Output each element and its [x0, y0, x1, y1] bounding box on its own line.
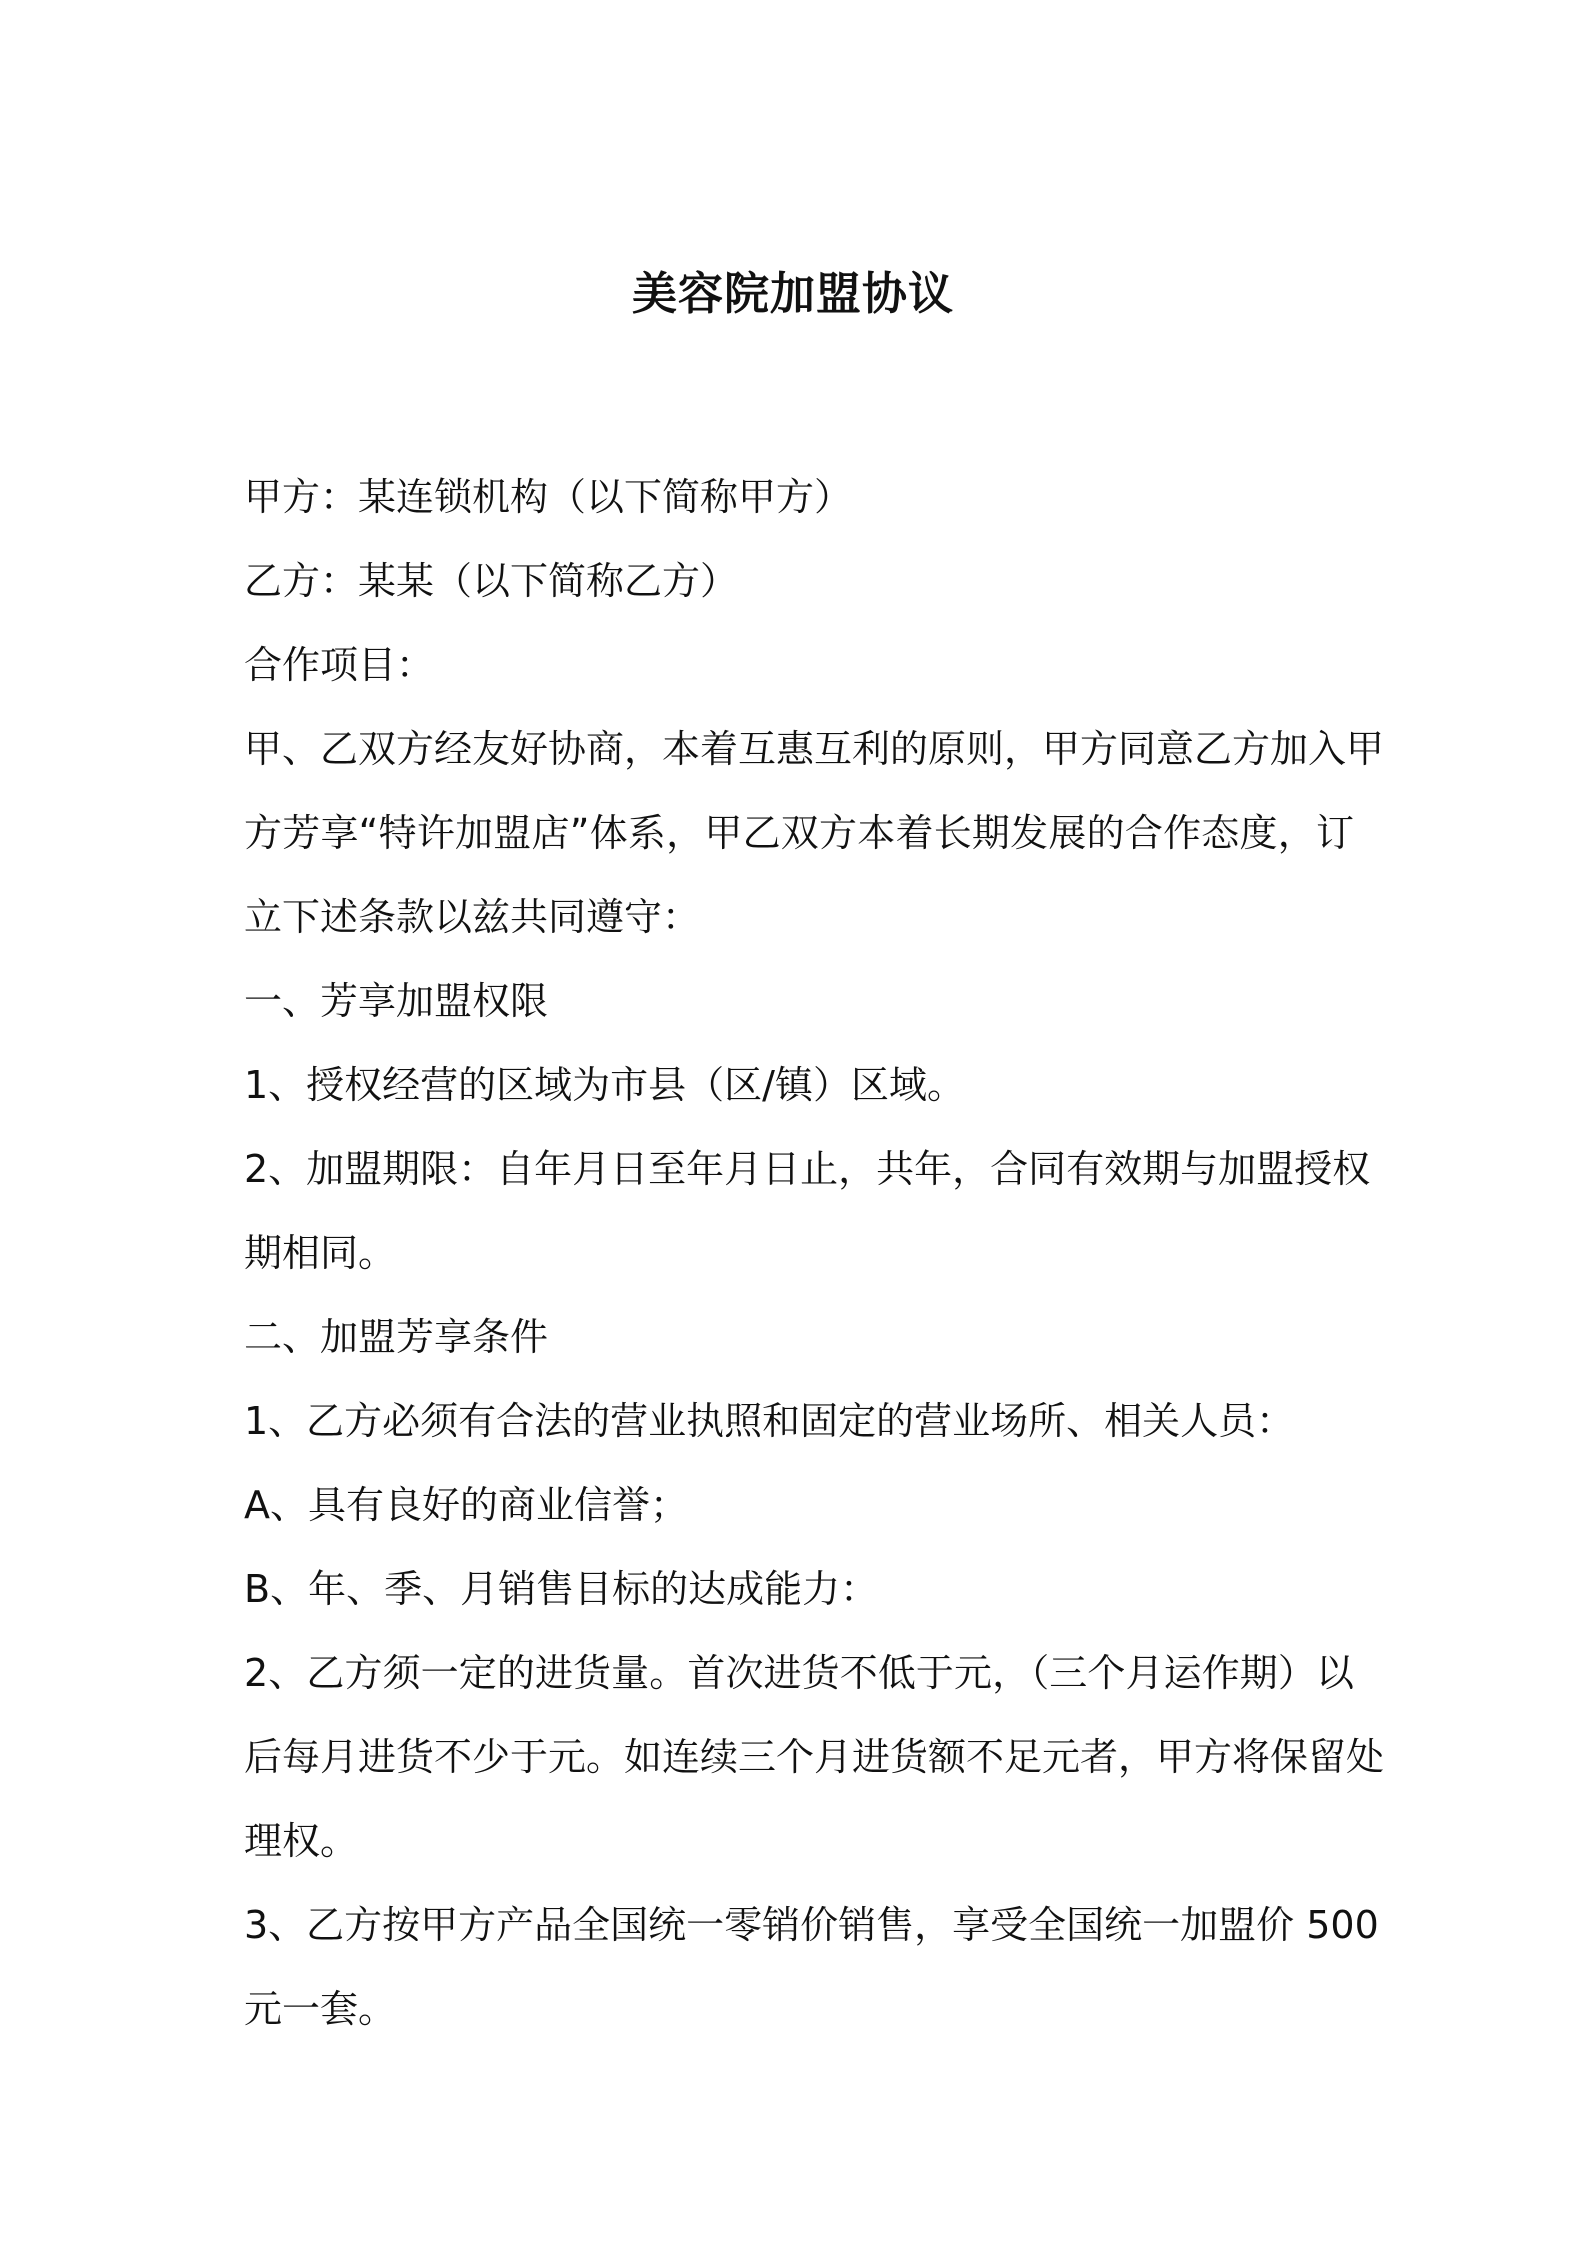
document-body	[244, 455, 1385, 2051]
section-heading-1: 一、芳享加盟权限	[244, 979, 549, 1023]
project-label: 合作项目：	[244, 643, 435, 687]
clause-2-1-a: A、具有良好的商业信誉；	[244, 1483, 688, 1527]
party-b-line: 乙方：某某（以下简称乙方）	[244, 559, 739, 603]
clause-2-1: 1、乙方必须有合法的营业执照和固定的营业场所、相关人员：	[244, 1399, 1295, 1443]
clause-1-2-line-2: 期相同。	[244, 1231, 397, 1275]
document-title: 美容院加盟协议	[631, 267, 954, 320]
clause-1-1: 1、授权经营的区域为市县（区/镇）区域。	[244, 1063, 965, 1107]
clause-2-2-line-3: 理权。	[244, 1819, 359, 1863]
clause-2-3-line-2: 元一套。	[244, 1987, 397, 2031]
clause-2-1-b: B、年、季、月销售目标的达成能力：	[244, 1567, 879, 1611]
preamble-line-3: 立下述条款以兹共同遵守：	[244, 895, 701, 939]
preamble-line-2: 方芳享“特许加盟店”体系，甲乙双方本着长期发展的合作态度，订	[244, 811, 1354, 855]
clause-2-2-line-1: 2、乙方须一定的进货量。首次进货不低于元，（三个月运作期）以	[244, 1651, 1354, 1695]
clause-2-2-line-2: 后每月进货不少于元。如连续三个月进货额不足元者，甲方将保留处	[244, 1735, 1385, 1779]
section-heading-2: 二、加盟芳享条件	[244, 1315, 549, 1359]
clause-1-2-line-1: 2、加盟期限：自年月日至年月日止，共年，合同有效期与加盟授权	[244, 1147, 1371, 1191]
clause-2-3-line-1: 3、乙方按甲方产品全国统一零销价销售，享受全国统一加盟价 500	[244, 1903, 1379, 1947]
party-a-line: 甲方：某连锁机构（以下简称甲方）	[244, 475, 853, 519]
preamble-line-1: 甲、乙双方经友好协商，本着互惠互利的原则，甲方同意乙方加入甲	[244, 727, 1385, 771]
